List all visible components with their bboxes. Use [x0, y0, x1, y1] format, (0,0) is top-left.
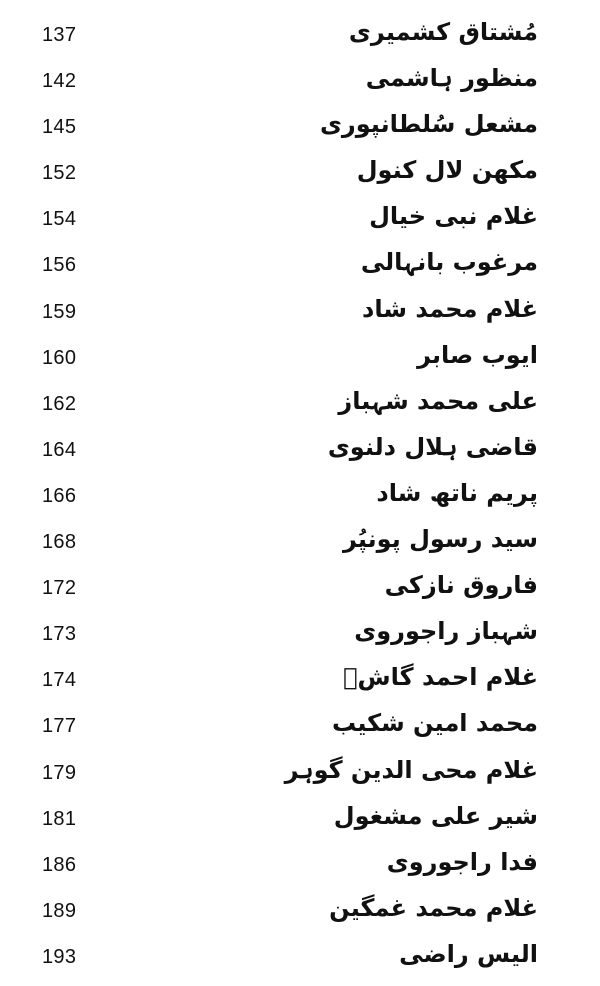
poet-name: شہباز راجوروی — [354, 617, 538, 646]
poet-name: مُشتاق کشمیری — [348, 18, 538, 46]
page-number: 168 — [42, 531, 77, 554]
poet-name: علی محمد شہباز — [338, 386, 538, 415]
page-number: 142 — [42, 70, 77, 93]
toc-entry — [0, 617, 600, 663]
toc-entry — [0, 248, 600, 294]
page-number: 174 — [42, 669, 77, 692]
page-number: 145 — [42, 116, 77, 139]
poet-name: غلام محمد غمگین — [329, 893, 538, 922]
page-number: 173 — [42, 623, 77, 646]
poet-name: محمد امین شکیب — [331, 709, 538, 738]
toc-entry — [0, 341, 600, 387]
poet-name: منظور ہاشمی — [365, 64, 538, 93]
toc-entry — [0, 802, 600, 848]
toc-entry — [0, 387, 600, 433]
page-number: 162 — [42, 392, 77, 415]
poet-name: قاضی ہلال دلنوی — [327, 432, 538, 461]
page-number: 154 — [42, 208, 77, 231]
toc-entry — [0, 663, 600, 709]
toc-entry — [0, 940, 600, 986]
toc-entry — [0, 479, 600, 525]
page-number: 179 — [42, 761, 77, 784]
toc-entry — [0, 156, 600, 202]
toc-entry — [0, 18, 600, 64]
page-number: 159 — [42, 300, 77, 323]
poet-name: ایوب صابر — [417, 340, 538, 369]
poet-name: سید رسول پونپُر — [342, 525, 538, 554]
page-number: 186 — [42, 853, 77, 876]
poet-name: مشعل سُلطانپوری — [319, 110, 538, 139]
poet-name: فدا راجوروی — [386, 847, 538, 876]
poet-name: الیس راضی — [399, 939, 538, 968]
poet-name: غلام محی الدین گوہر — [284, 755, 538, 784]
toc-entry — [0, 202, 600, 248]
toc-entry — [0, 756, 600, 802]
poet-name: شیر علی مشغول — [333, 801, 538, 830]
toc-entry — [0, 848, 600, 894]
toc-entry — [0, 525, 600, 571]
poet-name: مرغوب بانہالی — [360, 248, 538, 277]
page-number: 156 — [42, 254, 77, 277]
page-number: 193 — [42, 945, 77, 968]
poet-name: مکھن لال کنول — [356, 156, 538, 185]
poet-name: غلام محمد شاد — [362, 294, 538, 323]
poet-name: غلام احمد گاشؔ — [343, 663, 538, 692]
page-number: 177 — [42, 715, 77, 738]
toc-entry — [0, 571, 600, 617]
toc-entry — [0, 64, 600, 110]
page-number: 181 — [42, 807, 77, 830]
page-number: 172 — [42, 577, 77, 600]
toc-entry — [0, 110, 600, 156]
poet-name: فاروق نازکی — [384, 571, 538, 600]
poet-name: غلام نبی خیال — [369, 202, 538, 231]
toc-entry — [0, 433, 600, 479]
toc-entry — [0, 894, 600, 940]
page-number: 152 — [42, 162, 77, 185]
page-number: 166 — [42, 484, 77, 507]
toc-entry — [0, 295, 600, 341]
page-number: 189 — [42, 899, 77, 922]
toc-entry — [0, 709, 600, 755]
page-number: 160 — [42, 346, 77, 369]
table-of-contents — [0, 18, 600, 986]
page-number: 137 — [42, 24, 77, 46]
poet-name: پریم ناتھ شاد — [376, 478, 538, 507]
page-number: 164 — [42, 438, 77, 461]
